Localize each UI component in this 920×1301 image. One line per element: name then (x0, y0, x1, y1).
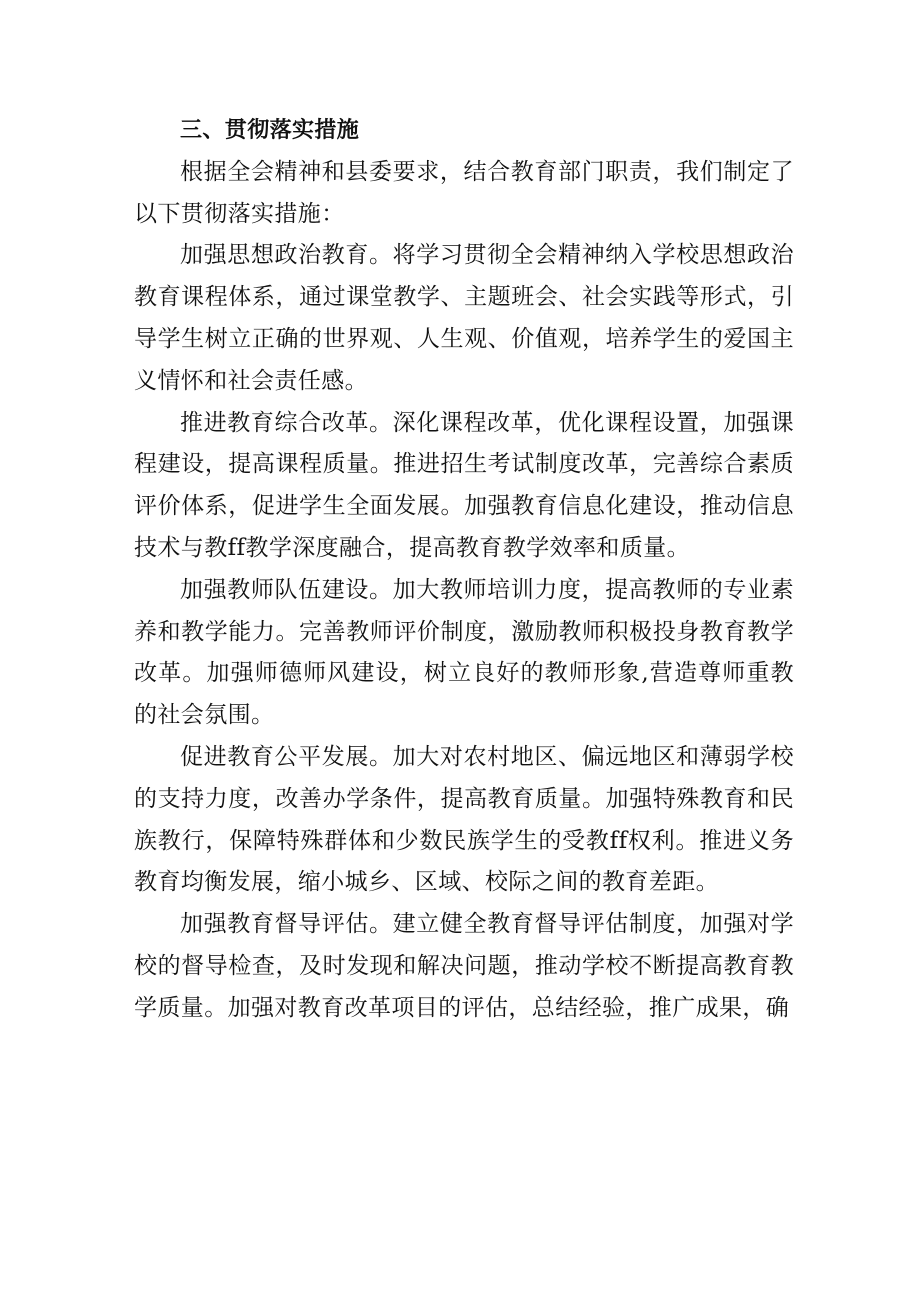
document-body (134, 110, 794, 1030)
paragraph-ideological-education: 加强思想政治教育。将学习贯彻全会精神纳入学校思想政治教育课程体系，通过课堂教学、主题班会、社会实践等形式，引导学生树立正确的世界观、人生观、价值观，培养学生的爱国主义情怀和社会责任感。 (134, 242, 794, 394)
paragraph-intro: 根据全会精神和县委要求，结合教育部门职责，我们制定了以下贯彻落实措施： (134, 158, 794, 227)
section-heading: 三、贯彻落实措施 (180, 118, 360, 143)
paragraph-education-equity: 促进教育公平发展。加大对农村地区、偏远地区和薄弱学校的支持力度，改善办学条件，提高教育质量。加强特殊教育和民族教行，保障特殊群体和少数民族学生的受教ff权利。推进义务教育均衡发展，缩小城乡、区域、校际之间的教育差距。 (134, 743, 794, 896)
paragraph-comprehensive-reform: 推进教育综合改革。深化课程改革，优化课程设置，加强课程建设，提高课程质量。推进招生考试制度改革，完善综合素质评价体系，促进学生全面发展。加强教育信息化建设，推动信息技术与教ff教学深度融合，提高教育教学效率和质量。 (134, 409, 794, 561)
paragraph-teacher-team: 加强教师队伍建设。加大教师培训力度，提高教师的专业素养和教学能力。完善教师评价制度，激励教师积极投身教育教学改革。加强师德师风建设，树立良好的教师形象,营造尊师重教的社会氛围。 (134, 576, 794, 729)
paragraph-supervision-evaluation: 加强教育督导评估。建立健全教育督导评估制度，加强对学校的督导检查，及时发现和解决问题，推动学校不断提高教育教学质量。加强对教育改革项目的评估，总结经验，推广成果，确 (134, 911, 794, 1021)
